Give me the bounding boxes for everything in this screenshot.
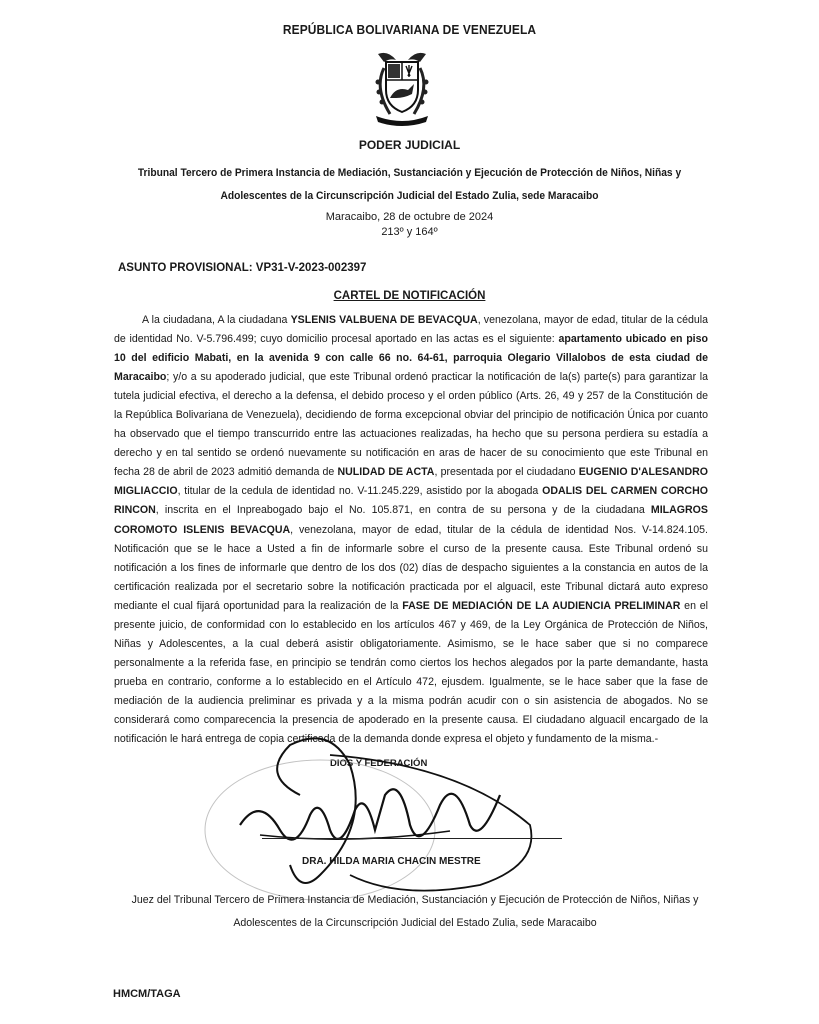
- body-name-3: ODALIS DEL CARMEN CORCHO RINCON: [114, 485, 708, 517]
- body-name-1: YSLENIS VALBUENA DE BEVACQUA: [290, 314, 478, 326]
- tribunal-heading: [29, 162, 791, 208]
- body-text-3: ; y/o a su apoderado judicial, que este Tribunal ordenó practicar la notificación de la(s) parte(s) para garantizar la tutela judicial efectiva, el derecho a la defensa, el debido proceso y el orden público (Arts. 26, 49 y 257 de la Constitución de la República Bolivariana de Venezuela), decidiendo de forma excepcional obviar del principio de notificación Única por cuanto ha observado que el tiempo transcurrido entre las actuaciones realizadas, ha hecho que su persona perdiera su estadía a derecho y en tal sentido se ordenó nuevamente su notificación en aras de hacer de su conocimiento que este Tribunal en fecha 28 de abril de 2023 admitió demanda de: [114, 371, 708, 479]
- case-number: ASUNTO PROVISIONAL: VP31-V-2023-002397: [118, 262, 367, 274]
- body-claim: NULIDAD DE ACTA: [337, 466, 435, 479]
- signature-line: [262, 838, 562, 839]
- body-name-4: MILAGROS COROMOTO ISLENIS BEVACQUA: [114, 504, 708, 536]
- closing-formula: DIOS Y FEDERACIÓN: [330, 758, 428, 769]
- judge-title: [95, 889, 735, 935]
- body-text-6: , inscrita en el Inpreabogado bajo el No. 105.871, en contra de su persona y de la ciudadana: [155, 504, 651, 517]
- judge-title-line-2: Adolescentes de la Circunscripción Judicial del Estado Zulia, sede Maracaibo: [233, 917, 597, 929]
- branch-heading: PODER JUDICIAL: [358, 138, 461, 152]
- body-text-2: , venezolana, mayor de edad, titular de la cédula de identidad No. V-5.796.499; cuyo domicilio procesal aportado en las actas es el siguiente:: [114, 314, 708, 346]
- body-text-1: A la ciudadana, A la ciudadana: [142, 314, 291, 326]
- notice-body: [114, 311, 708, 749]
- typist-initials: HMCM/TAGA: [113, 988, 181, 1000]
- judge-name: DRA. HILDA MARIA CHACIN MESTRE: [302, 856, 481, 867]
- tribunal-line-2: Adolescentes de la Circunscripción Judicial del Estado Zulia, sede Maracaibo: [220, 190, 599, 202]
- judge-title-line-1: Juez del Tribunal Tercero de Primera Instancia de Mediación, Sustanciación y Ejecución de Protección de Niños, Niñas y: [131, 894, 699, 906]
- body-text-7: , venezolana, mayor de edad, titular de la cédula de identidad Nos. V-14.824.105. Notificación que se le hace a Usted a fin de informarle sobre el curso de la presente causa. Este Tribunal ordenó su notificación a los fines de informarle que dentro de los dos (02) días de despacho siguientes a la constancia en autos de la certificación realizada por el secretario sobre la notificación practicada por el alguacil, este Tribunal dictará auto expreso mediante el cual fijará oportunidad para la realización de la: [114, 523, 708, 612]
- body-address: apartamento ubicado en piso 10 del edificio Mabati, en la avenida 9 con calle 66 no. 64-61, parroquia Olegario Villalobos de esta ciudad de Maracaibo: [114, 333, 708, 384]
- body-text-5: , titular de la cedula de identidad no. V-11.245.229, asistido por la abogada: [177, 485, 543, 498]
- era-line: 213º y 164º: [381, 226, 438, 238]
- body-text-4: , presentada por el ciudadano: [434, 466, 579, 479]
- body-text-8: en el presente juicio, de conformidad con lo establecido en los artículos 467 y 469, de la Ley Orgánica de Protección de Niños, Niñas y Adolescentes, a la cual deberá asistir obligatoriamente. Asimismo, se le hace saber que si no comparece personalmente a la referida fase, en principio se tendrán como ciertos los hechos alegados por la parte demandante, hasta prueba en contrario, conforme a lo establecido en el Artículo 472, ejusdem. Igualmente, se le hace saber que la fase de mediación de la audiencia preliminar es privada y a la misma podrán acudir con o sin asistencia de abogados. No se considerará como comparecencia la presencia de apoderado en la presente causa. El ciudadano alguacil encargado de la notificación le hará entrega de copia certificada de la demanda donde expresa el objeto y fundamento de la misma.-: [114, 599, 709, 746]
- body-phase: FASE DE MEDIACIÓN DE LA AUDIENCIA PRELIMINAR: [402, 599, 681, 612]
- republic-heading: REPÚBLICA BOLIVARIANA DE VENEZUELA: [282, 22, 537, 37]
- notice-heading-text: CARTEL DE NOTIFICACIÓN: [333, 290, 486, 302]
- date-block: [0, 210, 819, 240]
- date-line: Maracaibo, 28 de octubre de 2024: [325, 211, 494, 223]
- coat-of-arms-icon: [364, 48, 440, 128]
- notice-heading: [0, 290, 819, 302]
- tribunal-line-1: Tribunal Tercero de Primera Instancia de Mediación, Sustanciación y Ejecución de Protección de Niños, Niñas y: [137, 167, 682, 179]
- body-name-2: EUGENIO D'ALESANDRO MIGLIACCIO: [114, 466, 708, 498]
